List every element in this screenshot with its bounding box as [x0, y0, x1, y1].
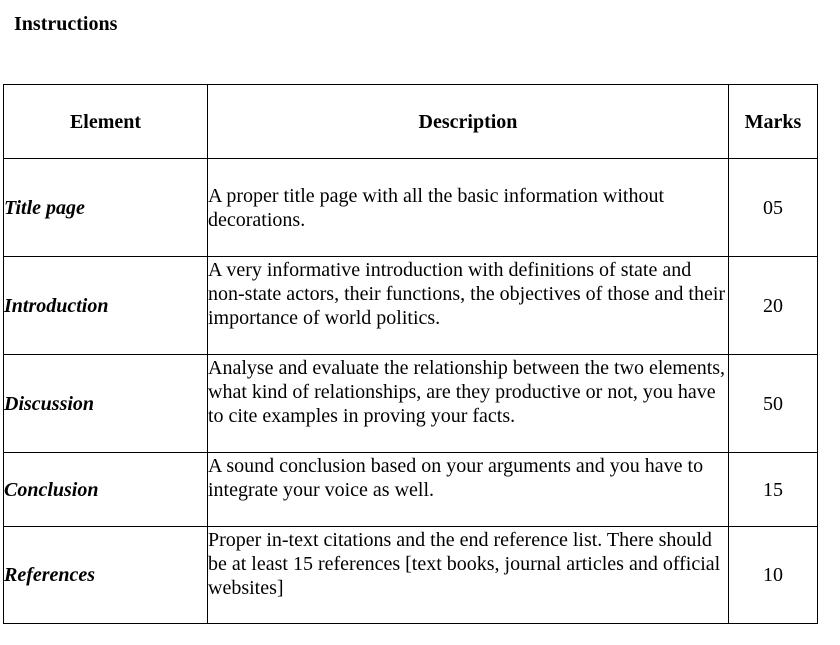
- marks-cell: 20: [729, 257, 818, 355]
- description-text: A very informative introduction with definitions of state and non-state actors, their functions, the objectives of those and their importance of world politics.: [208, 259, 726, 329]
- marks-cell: 05: [729, 159, 818, 257]
- table-row: [4, 527, 818, 624]
- element-cell: Conclusion: [4, 453, 208, 527]
- table-row: [4, 453, 818, 527]
- marks-cell: 15: [729, 453, 818, 527]
- element-cell: Introduction: [4, 257, 208, 355]
- description-cell: [208, 257, 729, 355]
- element-column-header: Element: [4, 85, 208, 159]
- element-cell: References: [4, 527, 208, 624]
- table-row: [4, 159, 818, 257]
- marks-cell: 50: [729, 355, 818, 453]
- description-text: Analyse and evaluate the relationship between the two elements, what kind of relationships, are they productive or not, you have to cite examples in proving your facts.: [208, 357, 726, 427]
- table-row: [4, 257, 818, 355]
- description-text: A sound conclusion based on your arguments and you have to integrate your voice as well.: [208, 455, 704, 501]
- table-header-row: [4, 85, 818, 159]
- description-text: A proper title page with all the basic information without decorations.: [208, 184, 665, 231]
- element-cell: Title page: [4, 159, 208, 257]
- description-cell: [208, 159, 729, 257]
- description-cell: [208, 453, 729, 527]
- description-cell: [208, 527, 729, 624]
- marking-rubric-table: [3, 84, 818, 624]
- description-cell: [208, 355, 729, 453]
- description-text: Proper in-text citations and the end reference list. There should be at least 15 references [text books, journal articles and official websites]: [208, 529, 721, 599]
- page-title: Instructions: [14, 13, 118, 35]
- marks-column-header: Marks: [729, 85, 818, 159]
- table-row: [4, 355, 818, 453]
- element-cell: Discussion: [4, 355, 208, 453]
- marks-cell: 10: [729, 527, 818, 624]
- description-column-header: Description: [208, 85, 729, 159]
